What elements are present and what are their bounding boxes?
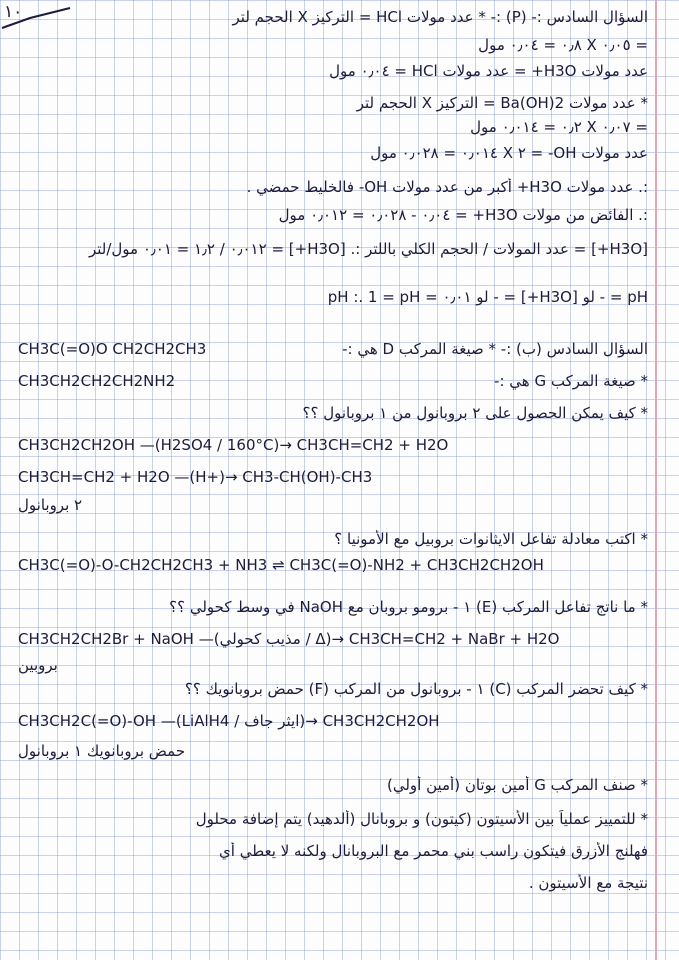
text-line-l19: * ما ناتج تفاعل المركب (E) ١ - برومو بروبان مع NaOH في وسط كحولي ؟؟ bbox=[169, 598, 648, 616]
question-text: السؤال السادس (ب) :- * صيغة المركب D هي :- bbox=[342, 340, 648, 358]
page-number: ١٠ bbox=[4, 2, 23, 22]
text-line-l12 bbox=[18, 372, 648, 390]
text-line-l2: = ٠٫٠٥ X ٠٫٨ = ٠٫٠٤ مول bbox=[478, 36, 648, 54]
formula: CH3CH2CH2CH2NH2 bbox=[18, 372, 176, 390]
text-line-l25: * صنف المركب G أمين بوتان (أمين أولي) bbox=[386, 776, 648, 794]
text-line-l9: [H3O+] = عدد المولات / الحجم الكلي باللتر :. [H3O+] = ٠٫٠١٢ / ١٫٢ = ٠٫٠١ مول/لتر bbox=[88, 240, 648, 258]
text-line-l15: CH3CH=CH2 + H2O —(H+)→ CH3-CH(OH)-CH3 bbox=[18, 468, 373, 486]
text-line-l4: * عدد مولات Ba(OH)2 = التركيز X الحجم لتر bbox=[356, 94, 648, 112]
text-line-l16: ٢ بروبانول bbox=[18, 496, 83, 514]
text-line-l28: نتيجة مع الأسيتون . bbox=[528, 874, 648, 892]
text-line-l22: * كيف تحضر المركب (C) ١ - بروبانول من المركب (F) حمض بروبانويك ؟؟ bbox=[184, 680, 648, 698]
text-line-l5: = ٠٫٠٧ X ٠٫٢ = ٠٫٠١٤ مول bbox=[470, 118, 648, 136]
text-line-l17: * اكتب معادلة تفاعل الايثانوات بروبيل مع الأمونيا ؟ bbox=[334, 530, 648, 548]
margin-line bbox=[655, 0, 657, 960]
text-line-l7: :. عدد مولات H3O+ أكبر من عدد مولات OH- فالخليط حمضي . bbox=[246, 178, 648, 196]
text-line-l21: بروبين bbox=[18, 656, 58, 674]
text-line-l13: * كيف يمكن الحصول على ٢ بروبانول من ١ بروبانول ؟؟ bbox=[302, 404, 648, 422]
text-line-l20: CH3CH2CH2Br + NaOH —(مذيب كحولي / Δ)→ CH3CH=CH2 + NaBr + H2O bbox=[18, 630, 560, 648]
text-line-l11 bbox=[18, 340, 648, 358]
text-line-l3: عدد مولات H3O+ = عدد مولات HCl = ٠٫٠٤ مول bbox=[329, 62, 648, 80]
text-line-l27: فهلنج الأزرق فيتكون راسب بني محمر مع البروبانال ولكنه لا يعطي أي bbox=[219, 842, 648, 860]
text-line-l1: السؤال السادس :- (P) :- * عدد مولات HCl = التركيز X الحجم لتر bbox=[232, 8, 648, 26]
question-text: * صيغة المركب G هي :- bbox=[494, 372, 648, 390]
text-line-l24: حمض بروبانويك ١ بروبانول bbox=[18, 742, 186, 760]
text-line-l10: pH = - لو [H3O+] = - لو ٠٫٠١ = pH :. 1 = pH bbox=[327, 288, 648, 306]
formula: CH3C(=O)O CH2CH2CH3 bbox=[18, 340, 207, 358]
text-line-l6: عدد مولات OH- = ٢ X ٠٫٠١٤ = ٠٫٠٢٨ مول bbox=[370, 144, 648, 162]
text-line-l18: CH3C(=O)-O-CH2CH2CH3 + NH3 ⇌ CH3C(=O)-NH2 + CH3CH2CH2OH bbox=[18, 556, 544, 574]
text-line-l26: * للتمييز عملياً بين الأسيتون (كيتون) و بروبانال (ألدهيد) يتم إضافة محلول bbox=[195, 810, 648, 828]
text-line-l8: :. الفائض من مولات H3O+ = ٠٫٠٤ - ٠٫٠٢٨ = ٠٫٠١٢ مول bbox=[278, 206, 648, 224]
text-line-l14: CH3CH2CH2OH —(H2SO4 / 160°C)→ CH3CH=CH2 + H2O bbox=[18, 436, 449, 454]
text-line-l23: CH3CH2C(=O)-OH —(LiAlH4 / ايثر جاف)→ CH3CH2CH2OH bbox=[18, 712, 440, 730]
